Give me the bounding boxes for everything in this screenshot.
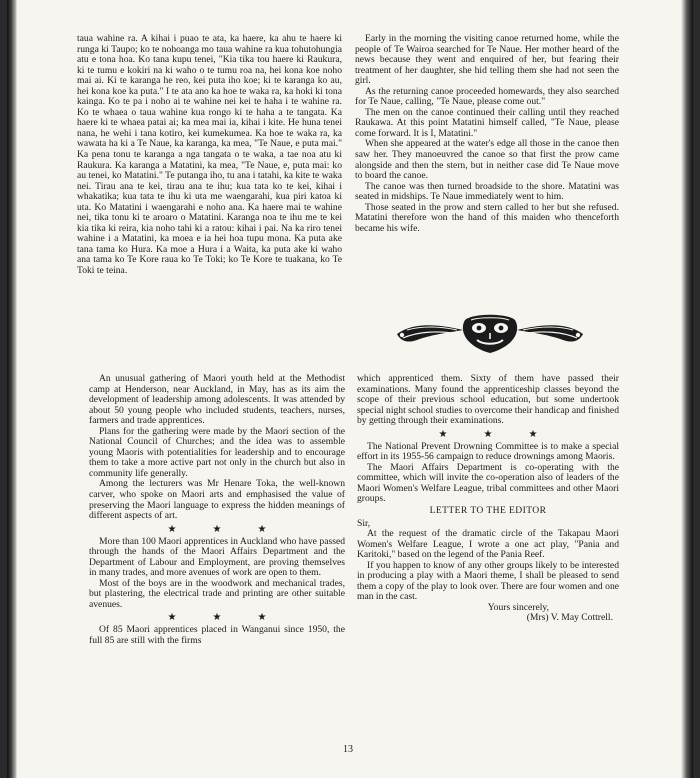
letter-heading: LETTER TO THE EDITOR bbox=[429, 505, 547, 517]
page-edge-shadow bbox=[681, 0, 693, 778]
maori-carved-face-ornament-icon bbox=[393, 312, 587, 354]
news-paragraph: An unusual gathering of Maori youth held at the Methodist camp at Henderson, near Auckland, in May, has as its aim the development of leadership among adolescents. It was attended by about 50 young people who included students, teachers, nurses, farmers and trade apprentices. bbox=[89, 373, 345, 427]
translation-paragraph: The men on the canoe continued their calling until they reached Raukawa. At this point Matatini himself called, "Te Naue, please come forward. It is I, Matatini." bbox=[355, 106, 619, 139]
news-paragraph: The Maori Affairs Department is co-operating with the committee, which will invite the co-operation also of leaders of the Maori Women's Welfare League, tribal committees and other Maori groups. bbox=[357, 461, 619, 505]
star-icon: ★ bbox=[438, 428, 448, 440]
page-gutter-shadow bbox=[7, 0, 17, 778]
news-column-right bbox=[357, 374, 619, 624]
letter-paragraph: At the request of the dramatic circle of the Takapau Maori Women's Welfare League, I wrote a one act play, "Pania and Karitoki," based on the legend of the Pania Reef. bbox=[357, 528, 619, 561]
news-paragraph: Most of the boys are in the woodwork and mechanical trades, but plastering, the electrical trade and printing are other suitable avenues. bbox=[89, 577, 345, 610]
translation-paragraph: When she appeared at the water's edge all those in the canoe then saw her. They manoeuvred the canoe so that first the prow came alongside and then the stern, but in neither case did Te Naue move to board the canoe. bbox=[355, 138, 619, 182]
star-separator bbox=[357, 428, 619, 441]
page-number: 13 bbox=[343, 744, 353, 755]
news-paragraph: The National Prevent Drowning Committee is to make a special effort in its 1955-56 campaign to reduce drownings among Maoris. bbox=[357, 440, 619, 463]
star-separator bbox=[89, 523, 345, 536]
news-paragraph: Of 85 Maori apprentices placed in Wanganui since 1950, the full 85 are still with the firms bbox=[89, 624, 345, 647]
translation-paragraph: Those seated in the prow and stern called to her but she refused. Matatini therefore won the hand of this maiden who thenceforth became his wife. bbox=[355, 201, 619, 234]
letter-closing: Yours sincerely, bbox=[487, 601, 549, 613]
translation-paragraph: The canoe was then turned broadside to the shore. Matatini was seated in midships. Te Naue immediately went to him. bbox=[355, 180, 619, 203]
star-icon: ★ bbox=[212, 612, 222, 624]
news-paragraph: Among the lecturers was Mr Henare Toka, the well-known carver, who spoke on Maori arts and emphasised the value of preserving the Maori language to express the hidden meanings of different aspects of art. bbox=[89, 478, 345, 522]
news-column-left bbox=[89, 374, 345, 647]
letter-signature: (Mrs) V. May Cottrell. bbox=[526, 612, 613, 624]
english-translation-column bbox=[355, 34, 619, 234]
star-icon: ★ bbox=[167, 612, 177, 624]
news-paragraph: which apprenticed them. Sixty of them have passed their examinations. Many found the apprenticeship classes beyond the scope of their previous school education, but some undertook special night school studies to overcome their handicap and finished by getting through their examinations. bbox=[357, 373, 619, 427]
star-icon: ★ bbox=[212, 523, 222, 535]
maori-paragraph: taua wahine ra. A kihai i puao te ata, ka haere, ka ahu te haere ki runga ki Taupo; ko te nohoanga mo taua wahine ra kua tohutohungia atu e tona hoa. Ko tana kupu tenei, "Kia tika tou haere ki Raukura, ki te tumu e kokiri na ki waho o te tumu roa na, hei kona koe noho mai ai. Ki te karanga he reo, kei puta iho koe; ki te karanga ko au, hei kona koe ka puta." I te ata ano ka hoe te waka ra, ka hoki ki tona kainga. Ko te pa i noho ai te wahine nei kei te haha i te wahine ra. Ko te whaea o taua wahine kua rongo ki te haha a te tangata. Ka haere ki te whaea patai ai; ka mea mai ia, kihai i kite. He huna tenei nana, he wehi i tana kotiro, kei kumekumea. Ka hoe te waka ra, ka wawata ha ki a Te Naue, ka karanga, ka mea, "Te Naue, e puta mai." Ka pena tonu te karanga a nga tangata o te waka, a tae noa atu ki Raukura. Ka karanga a Matatini, ka mea, "Te Naue, e, puta mai: ko au tenei, ko Matatini." Te putanga iho, tu ana i tatahi, ka kite te waka nei. Tirau ana te kei, tirau ana te ihu; kua tata ko te kei, kihai i whakatika; kua tata te ihu ki uta me waengarahi, kua piri katoa ki uta. Ko Matatini i waengarahi e noho ana. Ka haere mai te wahine nei, tika tonu ki te aroaro o Matatini. Karanga noa te ihu me te kei kia tika ki reira, kia noho tahi ki a ratou: kihai i pai. Na ka riro tenei wahine i a Matatini, ka moea e ia hei hoa tupu mona. Ka puta ake tana tama ko Hura. Ka moe a Hura i a Waita, ka puta ake ki waho ana tama ko Te Kore raua ko Te Toki; ko Te Kore te tuakana, ko Te Toki te teina. bbox=[77, 33, 342, 277]
star-icon: ★ bbox=[167, 523, 177, 535]
news-paragraph: Plans for the gathering were made by the Maori section of the National Council of Churches; and the idea was to assemble young Maoris with potentialities for leadership and to encourage them to take a more active part not only in the church but also in community life generally. bbox=[89, 425, 345, 479]
letter-paragraph: If you happen to know of any other groups likely to be interested in producing a play with a Maori theme, I shall be pleased to send them a copy of the play to look over. There are four women and one man in the cast. bbox=[357, 559, 619, 603]
star-icon: ★ bbox=[257, 612, 267, 624]
translation-paragraph: Early in the morning the visiting canoe returned home, while the people of Te Wairoa searched for Te Naue. Her mother heard of the news because they went and enquired of her, but fearing their treatment of her daughter, she hid telling them she had not seen the girl. bbox=[355, 33, 619, 87]
star-icon: ★ bbox=[257, 523, 267, 535]
star-separator bbox=[89, 611, 345, 624]
maori-text-column bbox=[77, 34, 342, 277]
star-icon: ★ bbox=[528, 428, 538, 440]
star-icon: ★ bbox=[483, 428, 493, 440]
magazine-page bbox=[7, 0, 693, 778]
news-paragraph: More than 100 Maori apprentices in Auckland who have passed through the hands of the Maori Affairs Department and the Department of Labour and Employment, are proving themselves in many trades, and more avenues of work are open to them. bbox=[89, 535, 345, 579]
translation-paragraph: As the returning canoe proceeded homewards, they also searched for Te Naue, calling, "Te Naue, please come out." bbox=[355, 85, 619, 108]
letter-salutation: Sir, bbox=[357, 517, 371, 529]
